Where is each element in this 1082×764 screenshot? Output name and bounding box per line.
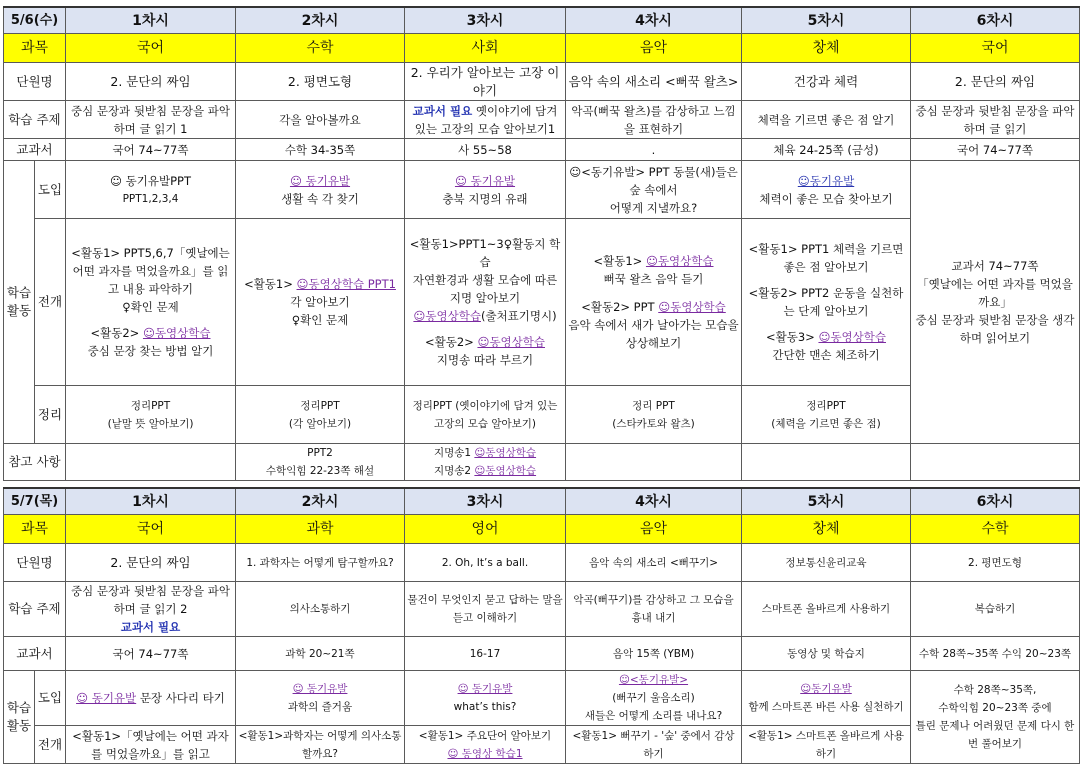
period-1: 1차시 bbox=[66, 7, 236, 34]
dev-2: <활동1>과학자는 어떻게 의사소통할까요? bbox=[236, 726, 405, 764]
wrap-1-a: 정리PPT bbox=[130, 399, 171, 412]
subject-3: 사회 bbox=[405, 34, 566, 63]
intro-2-sub: 과학의 즐거움 bbox=[287, 701, 353, 713]
intro-1-sub: PPT1,2,3,4 bbox=[122, 192, 179, 205]
book-2: 수학 34-35쪽 bbox=[236, 139, 405, 161]
intro-4-a: ☺<동기유발> PPT 동물(새)들은 bbox=[569, 164, 738, 179]
wrap-5 bbox=[742, 386, 911, 444]
dev-3 bbox=[405, 219, 566, 386]
intro-1 bbox=[66, 671, 236, 726]
subject-label: 과목 bbox=[4, 515, 66, 544]
book-6: 수학 28쪽~35쪽 수익 20~23쪽 bbox=[911, 637, 1080, 671]
topic-5: 체력을 기르면 좋은 점 알기 bbox=[742, 101, 911, 139]
note-5 bbox=[742, 444, 911, 481]
video-link[interactable]: ☺동영상학습 bbox=[477, 335, 545, 349]
motivation-link[interactable]: ☺동기유발 bbox=[800, 683, 852, 695]
unit-1: 2. 문단의 짜임 bbox=[66, 63, 236, 101]
day1-subject-row bbox=[4, 34, 1080, 63]
subject-1: 국어 bbox=[66, 34, 236, 63]
dev-4: <활동1> 뻐꾸기 - '숲' 중에서 감상하기 bbox=[566, 726, 742, 764]
textbook-needed-tag: 교과서 필요 bbox=[120, 620, 181, 634]
unit-4: 음악 속의 새소리 <뻐꾹 왈츠> bbox=[566, 63, 742, 101]
day2-header-row bbox=[4, 488, 1080, 515]
period-5: 5차시 bbox=[742, 488, 911, 515]
note-3-a bbox=[407, 444, 563, 462]
period-3: 3차시 bbox=[405, 488, 566, 515]
subject-2: 수학 bbox=[236, 34, 405, 63]
motivation-link[interactable]: ☺동기유발 bbox=[797, 173, 855, 188]
note-3-b-text: 지명송2 bbox=[433, 465, 475, 477]
topic-6: 중심 문장과 뒷받침 문장을 파악하며 글 읽기 bbox=[911, 101, 1080, 139]
topic-3-text: 옛이야기에 담겨 있는 고장의 모습 알아보기1 bbox=[414, 103, 558, 136]
unit-label: 단원명 bbox=[4, 63, 66, 101]
dev-2-a bbox=[238, 275, 402, 293]
dev-3-a: <활동1>PPT1~3♀활동지 학습 bbox=[409, 237, 561, 269]
topic-2: 의사소통하기 bbox=[236, 582, 405, 637]
note-3-a-text: 지명송1 bbox=[433, 447, 475, 459]
video-link[interactable]: ☺동영상학습 bbox=[474, 447, 537, 459]
day2-intro-row bbox=[4, 671, 1080, 726]
dev-1-a: <활동1> PPT5,6,7「옛날에는 어떤 과자를 먹었을까요」를 읽고 내용 파악하기 bbox=[71, 246, 230, 296]
video-link[interactable]: ☺동영상학습 bbox=[818, 330, 886, 344]
wrap-1-b: (낱말 뜻 알아보기) bbox=[107, 417, 194, 430]
book-5: 체육 24-25쪽 (금성) bbox=[742, 139, 911, 161]
day1-header-row bbox=[4, 7, 1080, 34]
period-6: 6차시 bbox=[911, 7, 1080, 34]
wrap-2 bbox=[236, 386, 405, 444]
topic-label: 학습 주제 bbox=[4, 101, 66, 139]
intro-4-c: 어떻게 지낼까요? bbox=[609, 200, 698, 215]
book-label: 교과서 bbox=[4, 139, 66, 161]
topic-6: 복습하기 bbox=[911, 582, 1080, 637]
intro-3 bbox=[405, 671, 566, 726]
dev-5-b: <활동2> PPT2 운동을 실천하는 단계 알아보기 bbox=[748, 286, 904, 318]
dev-1-c-text: <활동2> bbox=[90, 326, 143, 340]
dev-5: <활동1> 스마트폰 올바르게 사용하기 bbox=[742, 726, 911, 764]
day2-book-row bbox=[4, 637, 1080, 671]
subject-5: 창체 bbox=[742, 34, 911, 63]
period-5: 5차시 bbox=[742, 7, 911, 34]
wrap-1 bbox=[66, 386, 236, 444]
wrap-2-a: 정리PPT bbox=[300, 399, 340, 412]
dev-3 bbox=[405, 726, 566, 764]
topic-4: 악곡(뻐꾹 왈츠)를 감상하고 느낌을 표현하기 bbox=[566, 101, 742, 139]
day1-book-row bbox=[4, 139, 1080, 161]
activity-6 bbox=[911, 161, 1080, 444]
dev-4-c bbox=[568, 298, 739, 316]
day1-unit-row bbox=[4, 63, 1080, 101]
day1-topic-row bbox=[4, 101, 1080, 139]
intro-4-b: 숲 속에서 bbox=[629, 182, 678, 197]
intro-label: 도입 bbox=[35, 161, 66, 219]
intro-4 bbox=[566, 161, 742, 219]
dev-3-d-text: <활동2> bbox=[424, 335, 478, 349]
dev-5-c bbox=[744, 328, 908, 346]
motivation-link[interactable]: ☺ 동기유발 bbox=[457, 683, 513, 695]
book-label: 교과서 bbox=[4, 637, 66, 671]
note-6 bbox=[911, 444, 1080, 481]
dev-2-a-text: <활동1> bbox=[244, 277, 297, 291]
note-1 bbox=[66, 444, 236, 481]
dev-label: 전개 bbox=[35, 726, 66, 764]
intro-6-a: 수학 28쪽~35쪽, bbox=[953, 684, 1037, 696]
note-label: 참고 사항 bbox=[4, 444, 66, 481]
book-6: 국어 74~77쪽 bbox=[911, 139, 1080, 161]
dev-5 bbox=[742, 219, 911, 386]
book-5: 동영상 및 학습지 bbox=[742, 637, 911, 671]
unit-3: 2. Oh, It’s a ball. bbox=[405, 544, 566, 582]
activity-label: 학습 활동 bbox=[4, 671, 35, 764]
unit-6: 2. 문단의 짜임 bbox=[911, 63, 1080, 101]
subject-4: 음악 bbox=[566, 515, 742, 544]
dev-3-a: <활동1> 주요단어 알아보기 bbox=[418, 729, 552, 742]
wrap-5-b: (체력을 기르면 좋은 점) bbox=[771, 417, 881, 430]
intro-5 bbox=[742, 671, 911, 726]
intro-5-sub: 함께 스마트폰 바른 사용 실천하기 bbox=[748, 701, 904, 713]
intro-4-a: (뻐꾸기 울음소리) bbox=[612, 692, 695, 704]
day1-note-row bbox=[4, 444, 1080, 481]
topic-1: 중심 문장과 뒷받침 문장을 파악하며 글 읽기 1 bbox=[66, 101, 236, 139]
motivation-link[interactable]: ☺ 동기유발 bbox=[454, 173, 516, 188]
video-link[interactable]: ☺동영상학습 bbox=[413, 309, 481, 323]
period-2: 2차시 bbox=[236, 7, 405, 34]
motivation-link[interactable]: ☺ 동기유발 bbox=[292, 683, 348, 695]
day2-unit-row bbox=[4, 544, 1080, 582]
intro-2 bbox=[236, 671, 405, 726]
dev-5-a: <활동1> PPT1 체력을 기르면 좋은 점 알아보기 bbox=[748, 242, 904, 274]
day2-table bbox=[3, 487, 1080, 764]
note-2-a: PPT2 bbox=[307, 447, 333, 459]
subject-1: 국어 bbox=[66, 515, 236, 544]
motivation-link[interactable]: ☺ 동기유발 bbox=[289, 173, 351, 188]
dev-3-b: 자연환경과 생활 모습에 따른 지명 알아보기 bbox=[412, 273, 558, 305]
unit-label: 단원명 bbox=[4, 544, 66, 582]
dev-1-b: ♀확인 문제 bbox=[122, 300, 179, 314]
wrap-label: 정리 bbox=[35, 386, 66, 444]
day1-date: 5/6(수) bbox=[4, 7, 66, 34]
book-1: 국어 74~77쪽 bbox=[66, 637, 236, 671]
topic-1-text: 중심 문장과 뒷받침 문장을 파악하며 글 읽기 2 bbox=[70, 584, 231, 616]
intro-label: 도입 bbox=[35, 671, 66, 726]
intro-6-b: 수학익힘 20~23쪽 중에 bbox=[938, 702, 1052, 714]
note-4 bbox=[566, 444, 742, 481]
wrap-5-a: 정리PPT bbox=[806, 399, 846, 412]
intro-5 bbox=[742, 161, 911, 219]
subject-4: 음악 bbox=[566, 34, 742, 63]
textbook-needed-tag: 교과서 필요 bbox=[412, 103, 473, 118]
subject-label: 과목 bbox=[4, 34, 66, 63]
day1-intro-row bbox=[4, 161, 1080, 219]
subject-3: 영어 bbox=[405, 515, 566, 544]
note-3 bbox=[405, 444, 566, 481]
video-link[interactable]: ☺동영상학습 bbox=[142, 326, 211, 340]
book-1: 국어 74~77쪽 bbox=[66, 139, 236, 161]
intro-1 bbox=[66, 161, 236, 219]
unit-5: 건강과 체력 bbox=[742, 63, 911, 101]
topic-4: 악곡(뻐꾸기)를 감상하고 그 모습을 흉내 내기 bbox=[566, 582, 742, 637]
wrap-2-b: (각 알아보기) bbox=[288, 417, 352, 430]
dev-1-d: 중심 문장 찾는 방법 알기 bbox=[87, 344, 214, 358]
dev-4-d: 음악 속에서 새가 날아가는 모습을 상상해보기 bbox=[568, 318, 739, 350]
book-4: . bbox=[566, 139, 742, 161]
period-4: 4차시 bbox=[566, 488, 742, 515]
activity-label: 학습 활동 bbox=[4, 161, 35, 444]
subject-6: 국어 bbox=[911, 34, 1080, 63]
dev-6-a: 교과서 74~77쪽 bbox=[951, 259, 1039, 273]
intro-3 bbox=[405, 161, 566, 219]
dev-4-a bbox=[568, 252, 739, 270]
period-1: 1차시 bbox=[66, 488, 236, 515]
dev-6-b: 「옛날에는 어떤 과자를 먹었을까요」 bbox=[917, 277, 1073, 309]
dev-label: 전개 bbox=[35, 219, 66, 386]
unit-4: 음악 속의 새소리 <뻐꾸기> bbox=[566, 544, 742, 582]
book-3: 사 55~58 bbox=[405, 139, 566, 161]
unit-2: 2. 평면도형 bbox=[236, 63, 405, 101]
dev-6-c: 중심 문장과 뒷받침 문장을 생각하며 읽어보기 bbox=[915, 313, 1075, 345]
dev-3-c-text: (출처표기명시) bbox=[480, 309, 557, 323]
book-3: 16-17 bbox=[405, 637, 566, 671]
dev-4-c-text: <활동2> PPT bbox=[581, 300, 659, 314]
topic-1 bbox=[66, 582, 236, 637]
dev-3-c bbox=[407, 307, 563, 325]
day2-subject-row bbox=[4, 515, 1080, 544]
note-3-b bbox=[407, 462, 563, 480]
wrap-4 bbox=[566, 386, 742, 444]
subject-6: 수학 bbox=[911, 515, 1080, 544]
day1-table bbox=[3, 6, 1080, 481]
topic-3 bbox=[405, 101, 566, 139]
book-4: 음악 15쪽 (YBM) bbox=[566, 637, 742, 671]
motivation-link[interactable]: ☺ 동기유발 bbox=[76, 691, 137, 705]
book-2: 과학 20~21쪽 bbox=[236, 637, 405, 671]
unit-1: 2. 문단의 짜임 bbox=[66, 544, 236, 582]
dev-1 bbox=[66, 219, 236, 386]
wrap-4-b: (스타카토와 왈츠) bbox=[612, 417, 695, 430]
unit-6: 2. 평면도형 bbox=[911, 544, 1080, 582]
intro-4 bbox=[566, 671, 742, 726]
intro-3-sub: 충북 지명의 유래 bbox=[442, 191, 528, 206]
day2-topic-row bbox=[4, 582, 1080, 637]
dev-5-c-text: <활동3> bbox=[765, 330, 819, 344]
wrap-3: 정리PPT (옛이야기에 담겨 있는 고장의 모습 알아보기) bbox=[405, 386, 566, 444]
intro-3-sub: what’s this? bbox=[453, 701, 517, 713]
period-3: 3차시 bbox=[405, 7, 566, 34]
period-6: 6차시 bbox=[911, 488, 1080, 515]
period-4: 4차시 bbox=[566, 7, 742, 34]
note-2-b: 수학익힘 22-23쪽 해설 bbox=[265, 465, 375, 477]
unit-2: 1. 과학자는 어떻게 탐구할까요? bbox=[236, 544, 405, 582]
dev-4-a-text: <활동1> bbox=[593, 254, 646, 268]
dev-5-d: 간단한 맨손 체조하기 bbox=[772, 348, 880, 362]
intro-4-b: 새들은 어떻게 소리를 내나요? bbox=[584, 710, 723, 722]
day2-date: 5/7(목) bbox=[4, 488, 66, 515]
dev-1-c bbox=[68, 324, 233, 342]
dev-3-e: 지명송 따라 부르기 bbox=[436, 353, 534, 367]
intro-1-text: 문장 사다리 타기 bbox=[136, 691, 225, 705]
topic-2: 각을 알아볼까요 bbox=[236, 101, 405, 139]
motivation-ppt-link[interactable]: ☺ 동기유발PPT bbox=[110, 173, 191, 188]
video-link[interactable]: ☺ 동영상 학습1 bbox=[447, 747, 523, 760]
dev-2 bbox=[236, 219, 405, 386]
intro-6-c: 틀린 문제나 어려웠던 문제 다시 한 번 풀어보기 bbox=[915, 720, 1075, 750]
unit-3: 2. 우리가 알아보는 고장 이야기 bbox=[405, 63, 566, 101]
dev-1: <활동1>「옛날에는 어떤 과자를 먹었을까요」를 읽고 bbox=[66, 726, 236, 764]
topic-label: 학습 주제 bbox=[4, 582, 66, 637]
video-link[interactable]: ☺동영상학습 bbox=[658, 300, 726, 314]
dev-3-d bbox=[407, 333, 563, 351]
motivation-link[interactable]: ☺<동기유발> bbox=[618, 674, 689, 686]
video-link[interactable]: ☺동영상학습 bbox=[474, 465, 537, 477]
subject-2: 과학 bbox=[236, 515, 405, 544]
dev-2-b: 각 알아보기 bbox=[290, 295, 350, 309]
note-2 bbox=[236, 444, 405, 481]
subject-5: 창체 bbox=[742, 515, 911, 544]
intro-2 bbox=[236, 161, 405, 219]
video-link[interactable]: ☺동영상학습 bbox=[645, 254, 714, 268]
dev-2-c: ♀확인 문제 bbox=[291, 313, 349, 327]
topic-3: 물건이 무엇인지 묻고 답하는 말을 듣고 이해하기 bbox=[405, 582, 566, 637]
period-2: 2차시 bbox=[236, 488, 405, 515]
intro-5-sub: 체력이 좋은 모습 찾아보기 bbox=[759, 191, 893, 206]
dev-4 bbox=[566, 219, 742, 386]
intro-2-sub: 생활 속 각 찾기 bbox=[281, 191, 359, 206]
activity-6 bbox=[911, 671, 1080, 764]
wrap-4-a: 정리 PPT bbox=[632, 399, 675, 412]
unit-5: 정보통신윤리교육 bbox=[742, 544, 911, 582]
video-link[interactable]: ☺동영상학습 PPT1 bbox=[296, 277, 396, 291]
topic-5: 스마트폰 올바르게 사용하기 bbox=[742, 582, 911, 637]
dev-4-b: 뻐꾹 왈츠 음악 듣기 bbox=[603, 272, 704, 286]
